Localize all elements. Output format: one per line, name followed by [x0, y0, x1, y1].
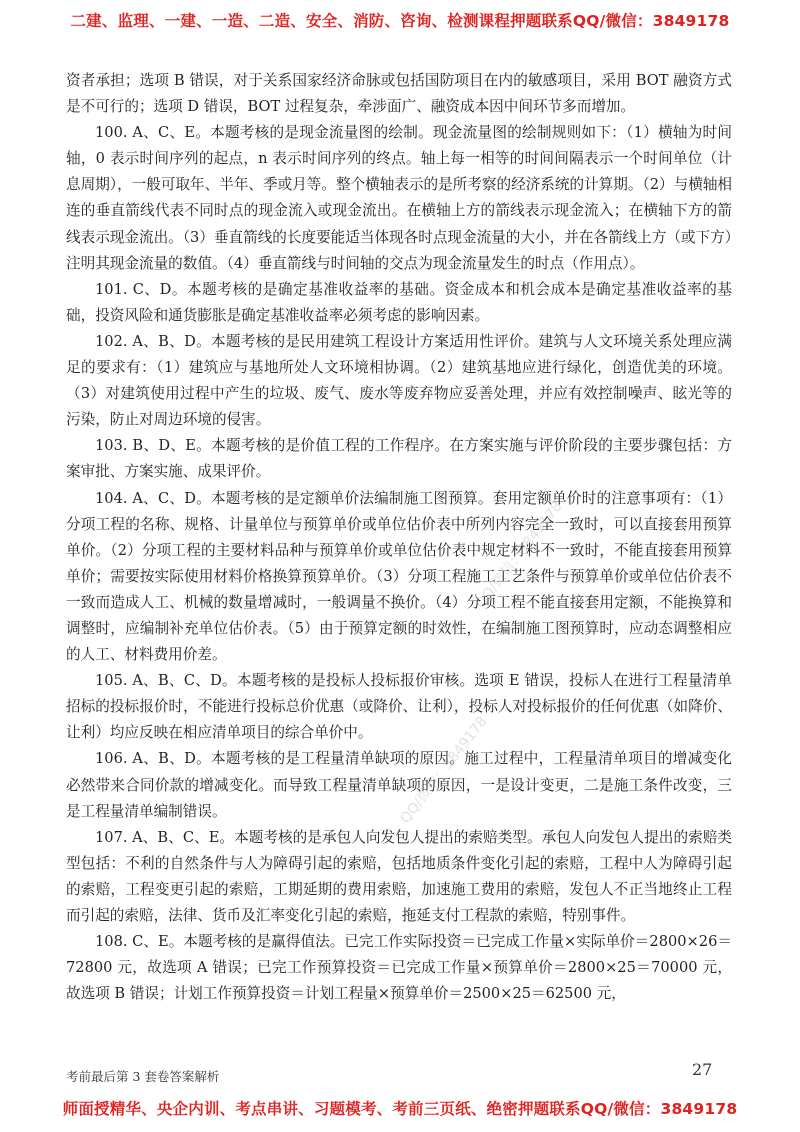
- paragraph-108: 108. C、E。本题考核的是赢得值法。已完工作实际投资＝已完成工作量×实际单价＝2800×26＝72800 元，故选项 A 错误；已完工作预算投资＝已完成工作量×预算单价＝2800×25＝70000 元，故选项 B 错误；计划工作预算投资＝计划工程量×预算单价＝2500×25＝62500 元，: [66, 933, 732, 1003]
- paragraph-105: 105. A、B、C、D。本题考核的是投标人投标报价审核。选项 E 错误，投标人在进行工程量清单招标的投标报价时，不能进行投标总价优惠（或降价、让利），投标人对投标报价的任何优惠（如降价、让利）均应反映在相应清单项目的综合单价中。: [66, 672, 732, 742]
- paragraph-100: 100. A、C、E。本题考核的是现金流量图的绘制。现金流量图的绘制规则如下：（1）横轴为时间轴，0 表示时间序列的起点，n 表示时间序列的终点。轴上每一相等的时间间隔表示一个时间单位（计息周期），一般可取年、半年、季或月等。整个横轴表示的是所考察的经济系统的计算期。（2）与横轴相连的垂直箭线代表不同时点的现金流入或现金流出。在横轴上方的箭线表示现金流入；在横轴下方的箭线表示现金流出。（3）垂直箭线的长度要能适当体现各时点现金流量的大小，并在各箭线上方（或下方）注明其现金流量的数值。（4）垂直箭线与时间轴的交点为现金流量发生的时点（作用点）。: [66, 124, 733, 272]
- paragraph-107: 107. A、B、C、E。本题考核的是承包人向发包人提出的索赔类型。承包人向发包人提出的索赔类型包括：不利的自然条件与人为障碍引起的索赔，包括地质条件变化引起的索赔，工程中人为障碍引起的索赔，工程变更引起的索赔，工期延期的费用索赔，加速施工费用的索赔，发包人不正当地终止工程而引起的索赔，法律、货币及汇率变化引起的索赔，拖延支付工程款的索赔，特别事件。: [66, 828, 732, 924]
- paragraph-103: 103. B、D、E。本题考核的是价值工程的工作程序。在方案实施与评价阶段的主要步骤包括：方案审批、方案实施、成果评价。: [66, 437, 732, 481]
- bottom-promo-banner: 师面授精华、央企内训、考点串讲、习题模考、考前三页纸、绝密押题联系QQ/微信：3849178: [62, 1100, 738, 1118]
- paragraph-104: 104. A、C、D。本题考核的是定额单价法编制施工图预算。套用定额单价时的注意事项有：（1）分项工程的名称、规格、计量单位与预算单价或单位估价表中所列内容完全一致时，可以直接套用预算单价。（2）分项工程的主要材料品种与预算单价或单位估价表中规定材料不一致时，不能直接套用预算单价；需要按实际使用材料价格换算预算单价。（3）分项工程施工工艺条件与预算单价或单位估价表不一致而造成人工、机械的数量增减时，一般调量不换价。（4）分项工程不能直接套用定额，不能换算和调整时，应编制补充单位估价表。（5）由于预算定额的时效性，在编制施工图预算时，应动态调整相应的人工、材料费用价差。: [66, 489, 732, 664]
- paragraph-0: 资者承担；选项 B 错误，对于关系国家经济命脉或包括国防项目在内的敏感项目，采用 BOT 融资方式是不可行的；选项 D 错误，BOT 过程复杂，牵涉面广、融资成本因中间环节多而增加。: [66, 72, 732, 116]
- paragraph-101: 101. C、D。本题考核的是确定基准收益率的基础。资金成本和机会成本是确定基准收益率的基础，投资风险和通货膨胀是确定基准收益率必须考虑的影响因素。: [66, 280, 732, 324]
- top-promo-banner: 二建、监理、一建、一造、二造、安全、消防、咨询、检测课程押题联系QQ/微信：3849178: [70, 12, 730, 30]
- paragraph-106: 106. A、B、D。本题考核的是工程量清单缺项的原因。施工过程中，工程量清单项目的增减变化必然带来合同价款的增减变化。而导致工程量清单缺项的原因，一是设计变更，二是施工条件改变，三是工程量清单编制错误。: [66, 750, 732, 820]
- watermark-contact-1: QQ/微信：3849178: [472, 498, 566, 612]
- watermark-contact-2: QQ/微信：3849178: [397, 713, 491, 827]
- answer-explanations: [66, 68, 732, 1007]
- paragraph-102: 102. A、B、D。本题考核的是民用建筑工程设计方案适用性评价。建筑与人文环境关系处理应满足的要求有：（1）建筑应与基地所处人文环境相协调。（2）建筑基地应进行绿化，创造优美的环境。（3）对建筑使用过程中产生的垃圾、废气、废水等废弃物应妥善处理，并应有效控制噪声、眩光等的污染，防止对周边环境的侵害。: [66, 332, 732, 429]
- footer-title: 考前最后第 3 套卷答案解析: [66, 1069, 220, 1084]
- page-number: 27: [692, 1060, 713, 1079]
